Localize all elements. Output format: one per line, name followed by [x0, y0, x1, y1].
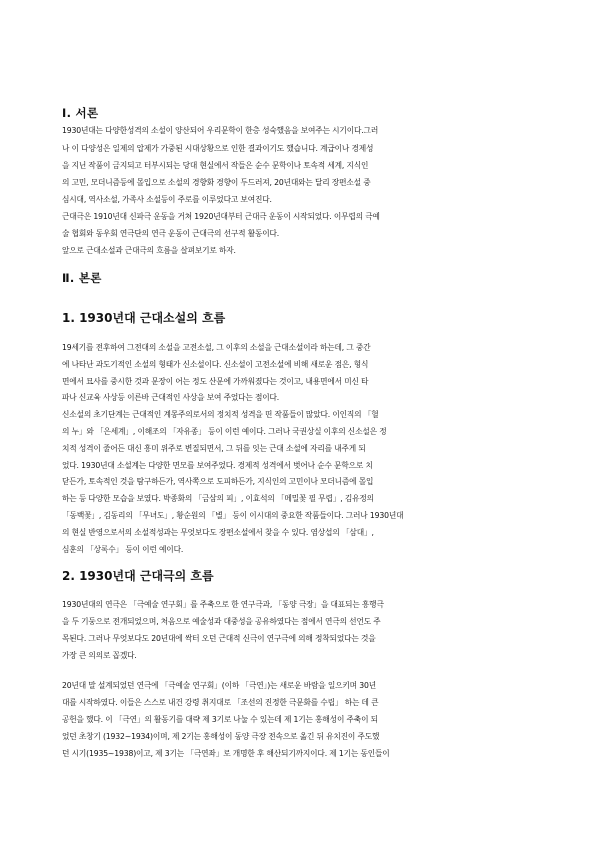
novel-line: 하는 등 다양한 모습을 보였다. 박종화의 「금삼의 피」, 이효석의 「메밀꽃 필 무렵」, 김유정의 [62, 494, 374, 503]
novel-line: 의 현실 반영으로서의 소설적성과는 무엇보다도 장편소설에서 찾을 수 있다. 염상섭의 「삼대」, [62, 528, 374, 537]
body-heading: Ⅱ. 본론 [62, 271, 102, 285]
drama-line: 공헌을 했다. 이 「극연」의 활동기를 대략 제 3기로 나눌 수 있는데 제 1기는 홍해성이 주축이 되 [62, 715, 378, 724]
intro-line: 앞으로 근대소설과 근대극의 흐름을 살펴보기로 하자. [62, 246, 236, 255]
intro-line: 을 지닌 작품이 금지되고 터부시되는 당대 현실에서 작들은 순수 문학이나 토속적 세계, 지식인 [62, 161, 369, 170]
drama-line: 던 시기(1935~1938)이고, 제 3기는 「극연좌」로 개명한 후 해산되기까지이다. 제 1기는 동인들이 [62, 749, 390, 758]
novel-line: 치적 성격이 줄어든 대신 흥미 위주로 변질되면서, 그 뒤를 잇는 근대 소설에 자리를 내주게 되 [62, 444, 366, 453]
intro-line: 심시대, 역사소설, 가족사 소설등이 주로를 이루었다고 보여진다. [62, 195, 272, 204]
drama-line: 1930년대의 연극은 「극예술 연구회」를 주축으로 한 연구극과, 「동양 극장」을 대표되는 흥행극 [62, 600, 384, 609]
novel-line: 19세기를 전후하여 그전대의 소설을 고전소설, 그 이후의 소설을 근대소설이라 하는데, 그 중간 [62, 343, 371, 352]
novel-line: 파나 신교육 사상등 이른바 근대적인 사상을 보여 주었다는 점이다. [62, 393, 280, 402]
novel-line: 닫든가, 토속적인 것을 탐구하든가, 역사쪽으로 도피하든가, 지식인의 고민이나 모더니즘에 몰입 [62, 477, 374, 486]
intro-heading: Ⅰ. 서론 [62, 106, 99, 120]
intro-line: 술 협회와 동우회 연극단의 연극 운동이 근대극의 선구적 활동이다. [62, 229, 280, 238]
novel-line: 「동백꽃」, 김동리의 「무녀도」, 황순원의 「별」 등이 이시대의 중요한 작품들이다. 그러나 1930년대 [62, 511, 404, 520]
novel-line: 면에서 묘사를 중시한 것과 문장이 어는 정도 산문에 가까워졌다는 것이고, 내용면에서 미신 타 [62, 377, 369, 386]
subsection-heading-drama: 2. 1930년대 근대극의 흐름 [62, 569, 214, 583]
drama-line: 가장 큰 의의로 꼽겠다. [62, 651, 137, 660]
novel-line: 었다. 1930년대 소설계는 다양한 면모를 보여주었다. 경제적 성격에서 벗어나 순수 문학으로 치 [62, 461, 373, 470]
intro-line: 나 이 다양성은 일제의 압제가 가중된 시대상황으로 인한 결과이기도 했습니다. 계급이나 경제성 [62, 144, 374, 153]
drama-line: 을 두 기둥으로 전개되었으며, 처음으로 예술성과 대중성을 공유하였다는 점에서 연극의 선언도 주 [62, 617, 381, 626]
novel-line: 에 나타난 과도기적인 소설의 형태가 신소설이다. 신소설이 고전소설에 비해 새로운 점은, 형식 [62, 360, 369, 369]
novel-line: 심훈의 「상록수」 등이 이런 예이다. [62, 545, 184, 554]
drama-line: 목된다. 그러나 무엇보다도 20년대에 싹터 오던 근대적 신극이 연구극에 의해 정착되었다는 것을 [62, 634, 376, 643]
intro-line: 근대극은 1910년대 신파극 운동을 거쳐 1920년대부터 근대극 운동이 시작되었다. 이무렵의 극예 [62, 212, 380, 221]
intro-line: 1930년대는 다양한성격의 소설이 양산되어 우리문학이 한층 성숙했음을 보여주는 시기이다.그러 [62, 126, 379, 135]
novel-line: 의 누」와 「은세계」, 이해조의 「자유종」 등이 이런 예이다. 그러나 국권상실 이후의 신소설은 정 [62, 427, 387, 436]
drama-line: 었던 초창기 (1932~1934)이며, 제 2기는 홍해성이 동양 극장 전속으로 옮긴 뒤 유치진이 주도했 [62, 732, 380, 741]
drama-line: 대를 시작하였다. 이들은 스스로 내건 강령 취지대로 「조선의 진정한 극문화를 수립」 하는 데 큰 [62, 698, 379, 707]
drama-line: 20년대 말 설계되었던 연극에 「극예술 연구회」(이하 「극연」)는 새로운 바람을 일으키며 30년 [62, 681, 377, 690]
intro-line: 의 고민, 모더니즘등에 몰입으로 소설의 경향화 경향이 두드러져, 20년대와는 달리 장편소설 중 [62, 178, 371, 187]
subsection-heading-novel: 1. 1930년대 근대소설의 흐름 [62, 311, 226, 325]
novel-line: 신소설의 초기단계는 근대적인 계몽주의로서의 정치적 성격을 띤 작품들이 많았다. 이인직의 「혈 [62, 410, 379, 419]
